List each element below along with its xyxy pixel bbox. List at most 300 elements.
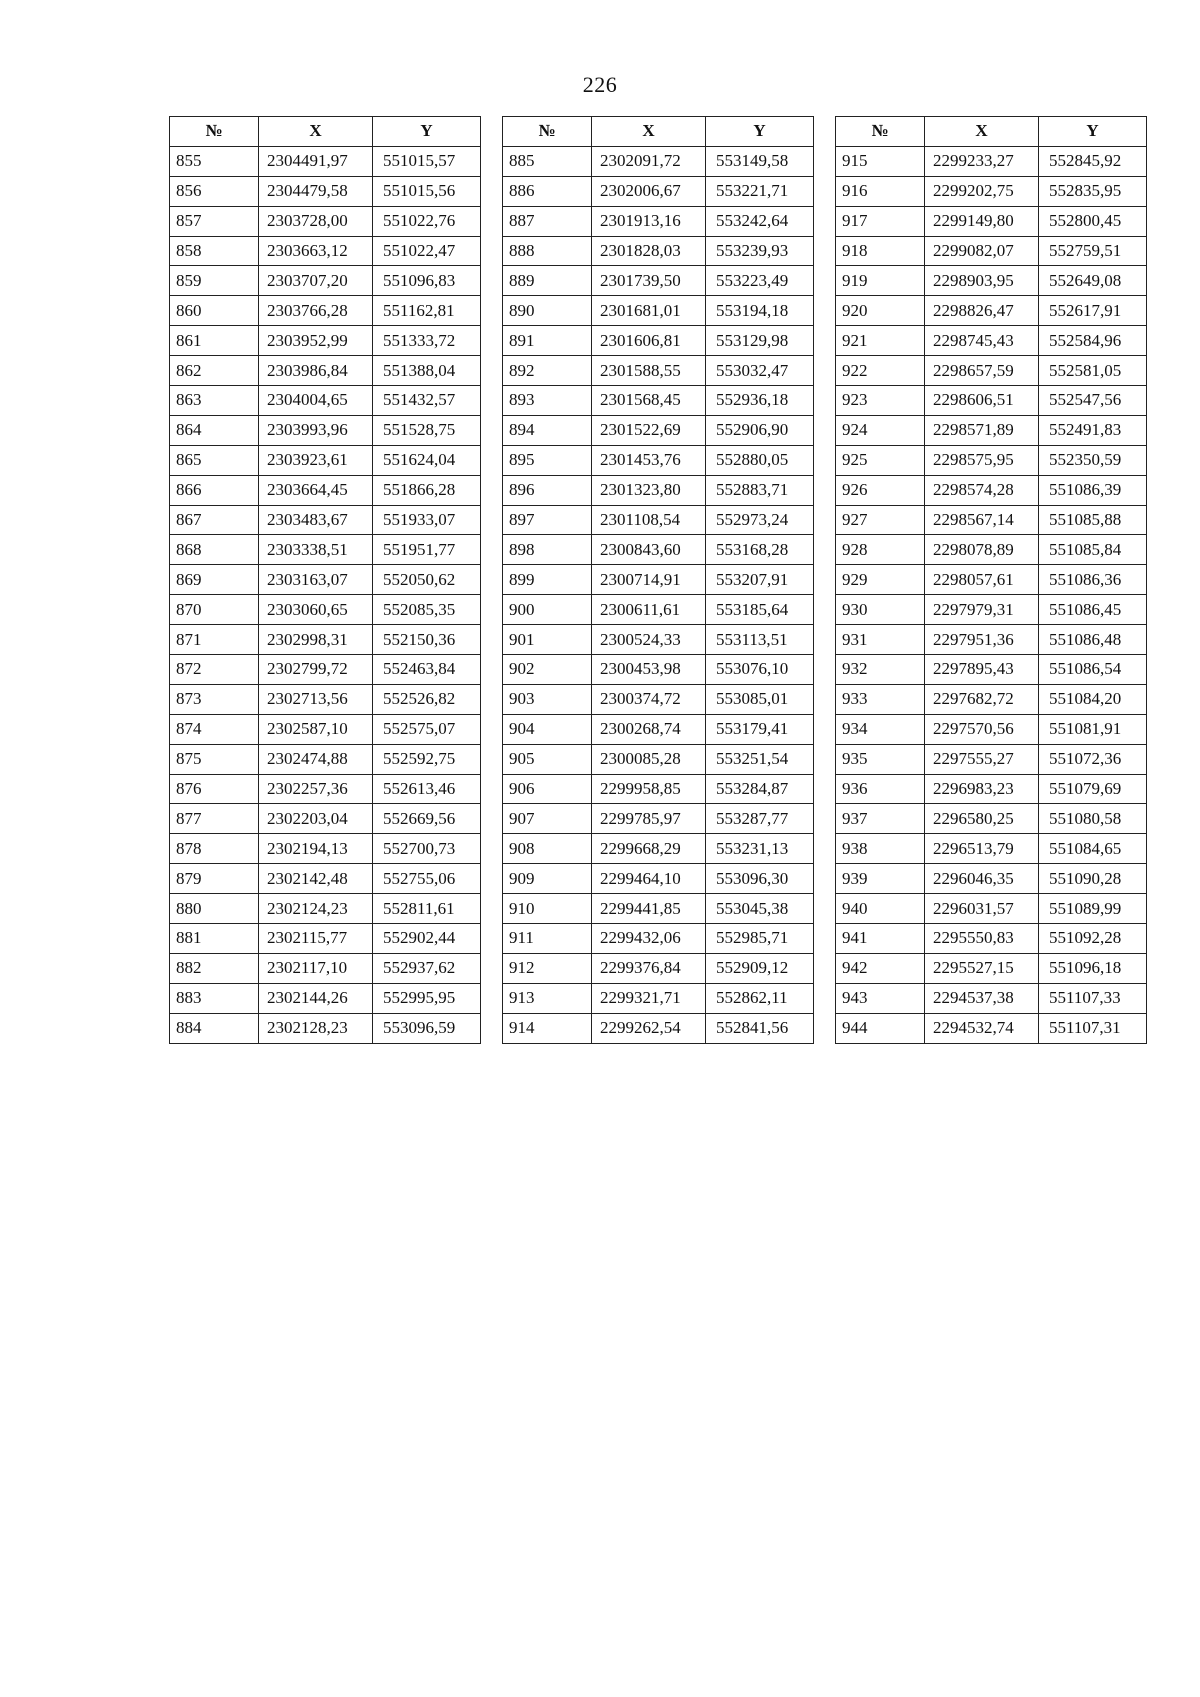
point-number-cell: 872	[170, 655, 259, 685]
point-number-cell: 909	[503, 864, 592, 894]
table-row	[836, 266, 1147, 296]
y-coordinate-cell: 552985,71	[706, 924, 814, 954]
y-coordinate-cell: 552592,75	[373, 744, 481, 774]
x-coordinate-cell: 2298575,95	[925, 445, 1039, 475]
table-row	[170, 983, 481, 1013]
table-header-row	[503, 117, 814, 147]
x-coordinate-cell: 2300843,60	[592, 535, 706, 565]
y-coordinate-cell: 553284,87	[706, 774, 814, 804]
table-row	[170, 953, 481, 983]
point-number-cell: 915	[836, 146, 925, 176]
table-row	[170, 744, 481, 774]
x-coordinate-cell: 2298745,43	[925, 326, 1039, 356]
y-coordinate-cell: 552085,35	[373, 595, 481, 625]
y-coordinate-cell: 551933,07	[373, 505, 481, 535]
table-row	[170, 146, 481, 176]
x-coordinate-cell: 2297682,72	[925, 684, 1039, 714]
point-number-cell: 940	[836, 894, 925, 924]
point-number-cell: 857	[170, 206, 259, 236]
point-number-cell: 867	[170, 505, 259, 535]
x-coordinate-cell: 2299958,85	[592, 774, 706, 804]
column-header-y: Y	[373, 117, 481, 147]
point-number-cell: 877	[170, 804, 259, 834]
x-coordinate-cell: 2303483,67	[259, 505, 373, 535]
y-coordinate-cell: 552800,45	[1039, 206, 1147, 236]
y-coordinate-cell: 553221,71	[706, 176, 814, 206]
table-row	[503, 445, 814, 475]
x-coordinate-cell: 2301828,03	[592, 236, 706, 266]
y-coordinate-cell: 553168,28	[706, 535, 814, 565]
point-number-cell: 870	[170, 595, 259, 625]
x-coordinate-cell: 2294532,74	[925, 1013, 1039, 1043]
point-number-cell: 899	[503, 565, 592, 595]
x-coordinate-cell: 2296983,23	[925, 774, 1039, 804]
y-coordinate-cell: 551085,84	[1039, 535, 1147, 565]
table-row	[836, 894, 1147, 924]
x-coordinate-cell: 2301522,69	[592, 415, 706, 445]
x-coordinate-cell: 2302203,04	[259, 804, 373, 834]
y-coordinate-cell: 552575,07	[373, 714, 481, 744]
x-coordinate-cell: 2297979,31	[925, 595, 1039, 625]
point-number-cell: 916	[836, 176, 925, 206]
table-row	[503, 146, 814, 176]
x-coordinate-cell: 2301453,76	[592, 445, 706, 475]
table-row	[836, 565, 1147, 595]
y-coordinate-cell: 551162,81	[373, 296, 481, 326]
point-number-cell: 938	[836, 834, 925, 864]
table-row	[170, 714, 481, 744]
x-coordinate-cell: 2302117,10	[259, 953, 373, 983]
y-coordinate-cell: 552909,12	[706, 953, 814, 983]
point-number-cell: 860	[170, 296, 259, 326]
y-coordinate-cell: 552463,84	[373, 655, 481, 685]
y-coordinate-cell: 551081,91	[1039, 714, 1147, 744]
table-row	[170, 1013, 481, 1043]
point-number-cell: 871	[170, 625, 259, 655]
y-coordinate-cell: 552759,51	[1039, 236, 1147, 266]
column-header-y: Y	[706, 117, 814, 147]
y-coordinate-cell: 553045,38	[706, 894, 814, 924]
table-row	[836, 535, 1147, 565]
table-row	[836, 953, 1147, 983]
x-coordinate-cell: 2302142,48	[259, 864, 373, 894]
table-row	[170, 415, 481, 445]
y-coordinate-cell: 553185,64	[706, 595, 814, 625]
x-coordinate-cell: 2301568,45	[592, 386, 706, 416]
y-coordinate-cell: 551086,39	[1039, 475, 1147, 505]
point-number-cell: 936	[836, 774, 925, 804]
table-row	[836, 356, 1147, 386]
table-row	[836, 744, 1147, 774]
x-coordinate-cell: 2298826,47	[925, 296, 1039, 326]
y-coordinate-cell: 553113,51	[706, 625, 814, 655]
x-coordinate-cell: 2297951,36	[925, 625, 1039, 655]
x-coordinate-cell: 2301681,01	[592, 296, 706, 326]
x-coordinate-cell: 2296031,57	[925, 894, 1039, 924]
table-row	[503, 744, 814, 774]
point-number-cell: 856	[170, 176, 259, 206]
x-coordinate-cell: 2300268,74	[592, 714, 706, 744]
y-coordinate-cell: 553179,41	[706, 714, 814, 744]
y-coordinate-cell: 552883,71	[706, 475, 814, 505]
table-row	[503, 655, 814, 685]
x-coordinate-cell: 2299441,85	[592, 894, 706, 924]
table-row	[170, 625, 481, 655]
table-row	[503, 953, 814, 983]
y-coordinate-cell: 553076,10	[706, 655, 814, 685]
x-coordinate-cell: 2296580,25	[925, 804, 1039, 834]
point-number-cell: 944	[836, 1013, 925, 1043]
table-row	[170, 445, 481, 475]
point-number-cell: 905	[503, 744, 592, 774]
point-number-cell: 859	[170, 266, 259, 296]
y-coordinate-cell: 553096,59	[373, 1013, 481, 1043]
table-row	[170, 386, 481, 416]
y-coordinate-cell: 553085,01	[706, 684, 814, 714]
x-coordinate-cell: 2301606,81	[592, 326, 706, 356]
table-row	[503, 924, 814, 954]
x-coordinate-cell: 2302091,72	[592, 146, 706, 176]
point-number-cell: 929	[836, 565, 925, 595]
coordinates-table-3	[835, 116, 1147, 1044]
table-row	[170, 206, 481, 236]
y-coordinate-cell: 551528,75	[373, 415, 481, 445]
point-number-cell: 892	[503, 356, 592, 386]
y-coordinate-cell: 553242,64	[706, 206, 814, 236]
table-row	[503, 206, 814, 236]
point-number-cell: 926	[836, 475, 925, 505]
table-row	[836, 415, 1147, 445]
table-row	[503, 1013, 814, 1043]
point-number-cell: 895	[503, 445, 592, 475]
column-header-number: №	[170, 117, 259, 147]
table-row	[503, 356, 814, 386]
table-row	[836, 176, 1147, 206]
x-coordinate-cell: 2303993,96	[259, 415, 373, 445]
y-coordinate-cell: 552581,05	[1039, 356, 1147, 386]
column-header-x: X	[259, 117, 373, 147]
point-number-cell: 911	[503, 924, 592, 954]
y-coordinate-cell: 552811,61	[373, 894, 481, 924]
column-header-x: X	[925, 117, 1039, 147]
table-row	[170, 595, 481, 625]
x-coordinate-cell: 2303986,84	[259, 356, 373, 386]
point-number-cell: 889	[503, 266, 592, 296]
table-row	[503, 386, 814, 416]
point-number-cell: 891	[503, 326, 592, 356]
x-coordinate-cell: 2302587,10	[259, 714, 373, 744]
y-coordinate-cell: 552937,62	[373, 953, 481, 983]
x-coordinate-cell: 2303707,20	[259, 266, 373, 296]
x-coordinate-cell: 2303728,00	[259, 206, 373, 236]
table-row	[170, 774, 481, 804]
x-coordinate-cell: 2300714,91	[592, 565, 706, 595]
x-coordinate-cell: 2298657,59	[925, 356, 1039, 386]
point-number-cell: 875	[170, 744, 259, 774]
y-coordinate-cell: 553032,47	[706, 356, 814, 386]
point-number-cell: 886	[503, 176, 592, 206]
point-number-cell: 931	[836, 625, 925, 655]
point-number-cell: 866	[170, 475, 259, 505]
point-number-cell: 925	[836, 445, 925, 475]
x-coordinate-cell: 2299149,80	[925, 206, 1039, 236]
y-coordinate-cell: 552584,96	[1039, 326, 1147, 356]
point-number-cell: 888	[503, 236, 592, 266]
x-coordinate-cell: 2302713,56	[259, 684, 373, 714]
point-number-cell: 910	[503, 894, 592, 924]
point-number-cell: 896	[503, 475, 592, 505]
point-number-cell: 904	[503, 714, 592, 744]
point-number-cell: 942	[836, 953, 925, 983]
x-coordinate-cell: 2296513,79	[925, 834, 1039, 864]
x-coordinate-cell: 2303338,51	[259, 535, 373, 565]
y-coordinate-cell: 553149,58	[706, 146, 814, 176]
x-coordinate-cell: 2301913,16	[592, 206, 706, 236]
table-row	[503, 983, 814, 1013]
table-row	[503, 236, 814, 266]
table-row	[836, 625, 1147, 655]
table-row	[836, 595, 1147, 625]
page-number: 226	[582, 72, 618, 97]
x-coordinate-cell: 2303060,65	[259, 595, 373, 625]
table-row	[836, 774, 1147, 804]
y-coordinate-cell: 552880,05	[706, 445, 814, 475]
x-coordinate-cell: 2302799,72	[259, 655, 373, 685]
point-number-cell: 885	[503, 146, 592, 176]
point-number-cell: 901	[503, 625, 592, 655]
coordinates-table-1	[169, 116, 481, 1044]
table-row	[836, 236, 1147, 266]
y-coordinate-cell: 551080,58	[1039, 804, 1147, 834]
table-row	[170, 176, 481, 206]
point-number-cell: 893	[503, 386, 592, 416]
x-coordinate-cell: 2303664,45	[259, 475, 373, 505]
point-number-cell: 908	[503, 834, 592, 864]
point-number-cell: 878	[170, 834, 259, 864]
table-row	[503, 505, 814, 535]
y-coordinate-cell: 551092,28	[1039, 924, 1147, 954]
y-coordinate-cell: 551333,72	[373, 326, 481, 356]
x-coordinate-cell: 2296046,35	[925, 864, 1039, 894]
point-number-cell: 921	[836, 326, 925, 356]
point-number-cell: 935	[836, 744, 925, 774]
y-coordinate-cell: 552902,44	[373, 924, 481, 954]
point-number-cell: 864	[170, 415, 259, 445]
x-coordinate-cell: 2294537,38	[925, 983, 1039, 1013]
table-row	[503, 415, 814, 445]
y-coordinate-cell: 553129,98	[706, 326, 814, 356]
y-coordinate-cell: 552150,36	[373, 625, 481, 655]
table-row	[836, 445, 1147, 475]
point-number-cell: 930	[836, 595, 925, 625]
table-row	[836, 1013, 1147, 1043]
x-coordinate-cell: 2297570,56	[925, 714, 1039, 744]
y-coordinate-cell: 553194,18	[706, 296, 814, 326]
table-row	[836, 326, 1147, 356]
x-coordinate-cell: 2301588,55	[592, 356, 706, 386]
table-row	[836, 386, 1147, 416]
point-number-cell: 941	[836, 924, 925, 954]
x-coordinate-cell: 2300374,72	[592, 684, 706, 714]
table-row	[503, 894, 814, 924]
y-coordinate-cell: 551107,31	[1039, 1013, 1147, 1043]
point-number-cell: 922	[836, 356, 925, 386]
table-row	[170, 296, 481, 326]
y-coordinate-cell: 552973,24	[706, 505, 814, 535]
table-row	[836, 475, 1147, 505]
x-coordinate-cell: 2299668,29	[592, 834, 706, 864]
table-row	[170, 834, 481, 864]
y-coordinate-cell: 551388,04	[373, 356, 481, 386]
point-number-cell: 884	[170, 1013, 259, 1043]
y-coordinate-cell: 552995,95	[373, 983, 481, 1013]
table-row	[503, 475, 814, 505]
x-coordinate-cell: 2297555,27	[925, 744, 1039, 774]
y-coordinate-cell: 552613,46	[373, 774, 481, 804]
x-coordinate-cell: 2300524,33	[592, 625, 706, 655]
point-number-cell: 933	[836, 684, 925, 714]
table-header-row	[836, 117, 1147, 147]
table-row	[170, 535, 481, 565]
table-row	[503, 804, 814, 834]
y-coordinate-cell: 551107,33	[1039, 983, 1147, 1013]
x-coordinate-cell: 2299464,10	[592, 864, 706, 894]
x-coordinate-cell: 2299785,97	[592, 804, 706, 834]
x-coordinate-cell: 2302128,23	[259, 1013, 373, 1043]
table-row	[170, 565, 481, 595]
table-row	[503, 176, 814, 206]
table-row	[503, 864, 814, 894]
y-coordinate-cell: 552835,95	[1039, 176, 1147, 206]
table-row	[170, 924, 481, 954]
y-coordinate-cell: 551951,77	[373, 535, 481, 565]
point-number-cell: 879	[170, 864, 259, 894]
point-number-cell: 937	[836, 804, 925, 834]
x-coordinate-cell: 2299321,71	[592, 983, 706, 1013]
y-coordinate-cell: 551866,28	[373, 475, 481, 505]
table-row	[170, 864, 481, 894]
point-number-cell: 898	[503, 535, 592, 565]
y-coordinate-cell: 551084,65	[1039, 834, 1147, 864]
x-coordinate-cell: 2302998,31	[259, 625, 373, 655]
table-body	[170, 146, 481, 1043]
y-coordinate-cell: 551086,54	[1039, 655, 1147, 685]
table-body	[836, 146, 1147, 1043]
x-coordinate-cell: 2299082,07	[925, 236, 1039, 266]
point-number-cell: 932	[836, 655, 925, 685]
table-row	[503, 296, 814, 326]
x-coordinate-cell: 2304479,58	[259, 176, 373, 206]
x-coordinate-cell: 2298606,51	[925, 386, 1039, 416]
column-header-number: №	[503, 117, 592, 147]
x-coordinate-cell: 2295550,83	[925, 924, 1039, 954]
y-coordinate-cell: 551096,18	[1039, 953, 1147, 983]
table-row	[170, 894, 481, 924]
x-coordinate-cell: 2298574,28	[925, 475, 1039, 505]
y-coordinate-cell: 553287,77	[706, 804, 814, 834]
point-number-cell: 920	[836, 296, 925, 326]
table-row	[503, 595, 814, 625]
point-number-cell: 873	[170, 684, 259, 714]
x-coordinate-cell: 2297895,43	[925, 655, 1039, 685]
y-coordinate-cell: 553207,91	[706, 565, 814, 595]
x-coordinate-cell: 2295527,15	[925, 953, 1039, 983]
point-number-cell: 939	[836, 864, 925, 894]
point-number-cell: 887	[503, 206, 592, 236]
x-coordinate-cell: 2300453,98	[592, 655, 706, 685]
x-coordinate-cell: 2301108,54	[592, 505, 706, 535]
x-coordinate-cell: 2300611,61	[592, 595, 706, 625]
x-coordinate-cell: 2299202,75	[925, 176, 1039, 206]
table-row	[170, 356, 481, 386]
table-row	[170, 684, 481, 714]
y-coordinate-cell: 551086,48	[1039, 625, 1147, 655]
table-row	[836, 296, 1147, 326]
point-number-cell: 927	[836, 505, 925, 535]
point-number-cell: 914	[503, 1013, 592, 1043]
point-number-cell: 897	[503, 505, 592, 535]
table-row	[503, 774, 814, 804]
point-number-cell: 907	[503, 804, 592, 834]
point-number-cell: 858	[170, 236, 259, 266]
point-number-cell: 863	[170, 386, 259, 416]
y-coordinate-cell: 552617,91	[1039, 296, 1147, 326]
x-coordinate-cell: 2301739,50	[592, 266, 706, 296]
point-number-cell: 894	[503, 415, 592, 445]
point-number-cell: 906	[503, 774, 592, 804]
point-number-cell: 881	[170, 924, 259, 954]
point-number-cell: 928	[836, 535, 925, 565]
x-coordinate-cell: 2299262,54	[592, 1013, 706, 1043]
y-coordinate-cell: 553251,54	[706, 744, 814, 774]
x-coordinate-cell: 2303163,07	[259, 565, 373, 595]
y-coordinate-cell: 551022,47	[373, 236, 481, 266]
column-header-number: №	[836, 117, 925, 147]
y-coordinate-cell: 552649,08	[1039, 266, 1147, 296]
y-coordinate-cell: 551022,76	[373, 206, 481, 236]
point-number-cell: 855	[170, 146, 259, 176]
x-coordinate-cell: 2303663,12	[259, 236, 373, 266]
y-coordinate-cell: 553223,49	[706, 266, 814, 296]
table-body	[503, 146, 814, 1043]
x-coordinate-cell: 2298567,14	[925, 505, 1039, 535]
table-row	[836, 206, 1147, 236]
table-row	[836, 834, 1147, 864]
point-number-cell: 861	[170, 326, 259, 356]
y-coordinate-cell: 551086,36	[1039, 565, 1147, 595]
table-row	[170, 655, 481, 685]
point-number-cell: 883	[170, 983, 259, 1013]
x-coordinate-cell: 2302474,88	[259, 744, 373, 774]
x-coordinate-cell: 2301323,80	[592, 475, 706, 505]
y-coordinate-cell: 552547,56	[1039, 386, 1147, 416]
y-coordinate-cell: 551089,99	[1039, 894, 1147, 924]
x-coordinate-cell: 2299432,06	[592, 924, 706, 954]
point-number-cell: 882	[170, 953, 259, 983]
point-number-cell: 869	[170, 565, 259, 595]
table-row	[836, 714, 1147, 744]
y-coordinate-cell: 551015,57	[373, 146, 481, 176]
y-coordinate-cell: 552491,83	[1039, 415, 1147, 445]
y-coordinate-cell: 552700,73	[373, 834, 481, 864]
table-row	[503, 266, 814, 296]
x-coordinate-cell: 2304491,97	[259, 146, 373, 176]
x-coordinate-cell: 2298903,95	[925, 266, 1039, 296]
point-number-cell: 902	[503, 655, 592, 685]
y-coordinate-cell: 552862,11	[706, 983, 814, 1013]
table-row	[170, 804, 481, 834]
point-number-cell: 934	[836, 714, 925, 744]
